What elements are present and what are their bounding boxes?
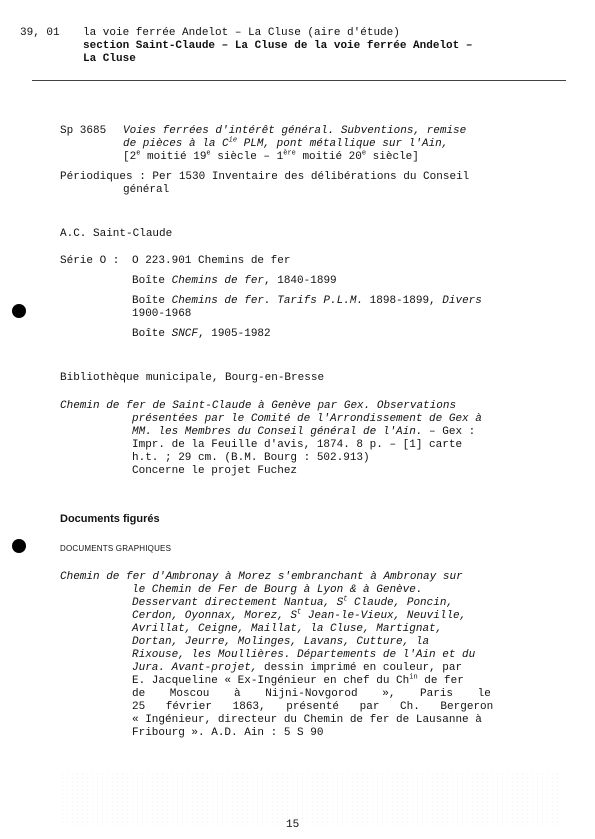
binder-hole — [12, 304, 26, 318]
biblio-line-5: h.t. ; 29 cm. (B.M. Bourg : 502.913) — [132, 452, 370, 464]
serie-label: Série O : — [60, 255, 120, 267]
biblio-line-6: Concerne le projet Fuchez — [132, 465, 298, 477]
biblio-line-1: Chemin de fer de Saint-Claude à Genève par Gex. Observations — [60, 400, 457, 412]
sp-title-line-2: de pièces à la $C^{ie}$ PLM, pont métallique sur l'Ain, — [123, 136, 449, 150]
doc-line-9: E. Jacqueline « Ex-Ingénieur en chef du $Ch^{in}$ de fer — [132, 673, 464, 687]
boite-1: Boîte Chemins de fer, 1840-1899 — [132, 275, 337, 287]
header-divider — [32, 80, 566, 81]
doc-line-2: le Chemin de Fer de Bourg à Lyon & à Genève. — [132, 584, 423, 596]
doc-line-6: Dortan, Jeurre, Molinges, Lavans, Cutture, la — [132, 636, 430, 648]
boite-2: Boîte Chemins de fer. Tarifs P.L.M. 1898-1899, Divers — [132, 295, 482, 307]
scan-noise — [60, 772, 560, 826]
periodiques-line-1: Périodiques : Per 1530 Inventaire des délibérations du Conseil — [60, 171, 470, 183]
boite-2-dates: 1900-1968 — [132, 308, 192, 320]
header-line-2: section Saint-Claude – La Cluse de la voie ferrée Andelot – — [83, 40, 473, 52]
header-line-3: La Cluse — [83, 53, 136, 65]
docs-heading: Documents figurés — [60, 513, 160, 525]
header-line-1: la voie ferrée Andelot – La Cluse (aire d'étude) — [83, 27, 400, 39]
doc-line-8: Jura. Avant-projet, dessin imprimé en couleur, par — [132, 662, 463, 674]
doc-line-3: Desservant directement Nantua, $S^t$ Claude, Poncin, — [132, 595, 454, 609]
biblio-line-4: Impr. de la Feuille d'avis, 1874. 8 p. – [1] carte — [132, 439, 463, 451]
doc-line-10: de Moscou à Nijni-Novgorod », Paris le — [132, 688, 491, 700]
docs-subheading: DOCUMENTS GRAPHIQUES — [60, 544, 172, 553]
page-number: 15 — [286, 819, 300, 831]
header-code: 39, 01 — [20, 27, 60, 39]
sp-title-line-1: Voies ferrées d'intérêt général. Subventions, remise — [123, 125, 467, 137]
periodiques-line-2: général — [123, 184, 170, 196]
binder-hole — [12, 539, 26, 553]
sp-label: Sp 3685 — [60, 125, 107, 137]
doc-line-4: Cerdon, Oyonnax, Morez, $S^t$ Jean-le-Vieux, Neuville, — [132, 608, 467, 622]
doc-line-5: Avrillat, Ceigne, Maillat, la Cluse, Martignat, — [132, 623, 443, 635]
biblio-line-3: MM. les Membres du Conseil général de l'Ain. – Gex : — [132, 426, 476, 438]
doc-line-13: Fribourg ». A.D. Ain : 5 S 90 — [132, 727, 324, 739]
biblio-title: Bibliothèque municipale, Bourg-en-Bresse — [60, 372, 325, 384]
boite-3: Boîte SNCF, 1905-1982 — [132, 328, 271, 340]
doc-line-12: « Ingénieur, directeur du Chemin de fer de Lausanne à — [132, 714, 482, 726]
doc-line-7: Rixouse, les Moullières. Départements de l'Ain et du — [132, 649, 476, 661]
serie-value: O 223.901 Chemins de fer — [132, 255, 291, 267]
doc-line-1: Chemin de fer d'Ambronay à Morez s'embranchant à Ambronay sur — [60, 571, 463, 583]
sp-dates: [2e moitié 19e siècle – 1ère moitié 20e siècle] — [123, 149, 419, 163]
biblio-line-2: présentées par le Comité de l'Arrondissement de Gex à — [132, 413, 482, 425]
doc-line-11: 25 février 1863, présenté par Ch. Bergeron — [132, 701, 494, 713]
ac-title: A.C. Saint-Claude — [60, 228, 173, 240]
